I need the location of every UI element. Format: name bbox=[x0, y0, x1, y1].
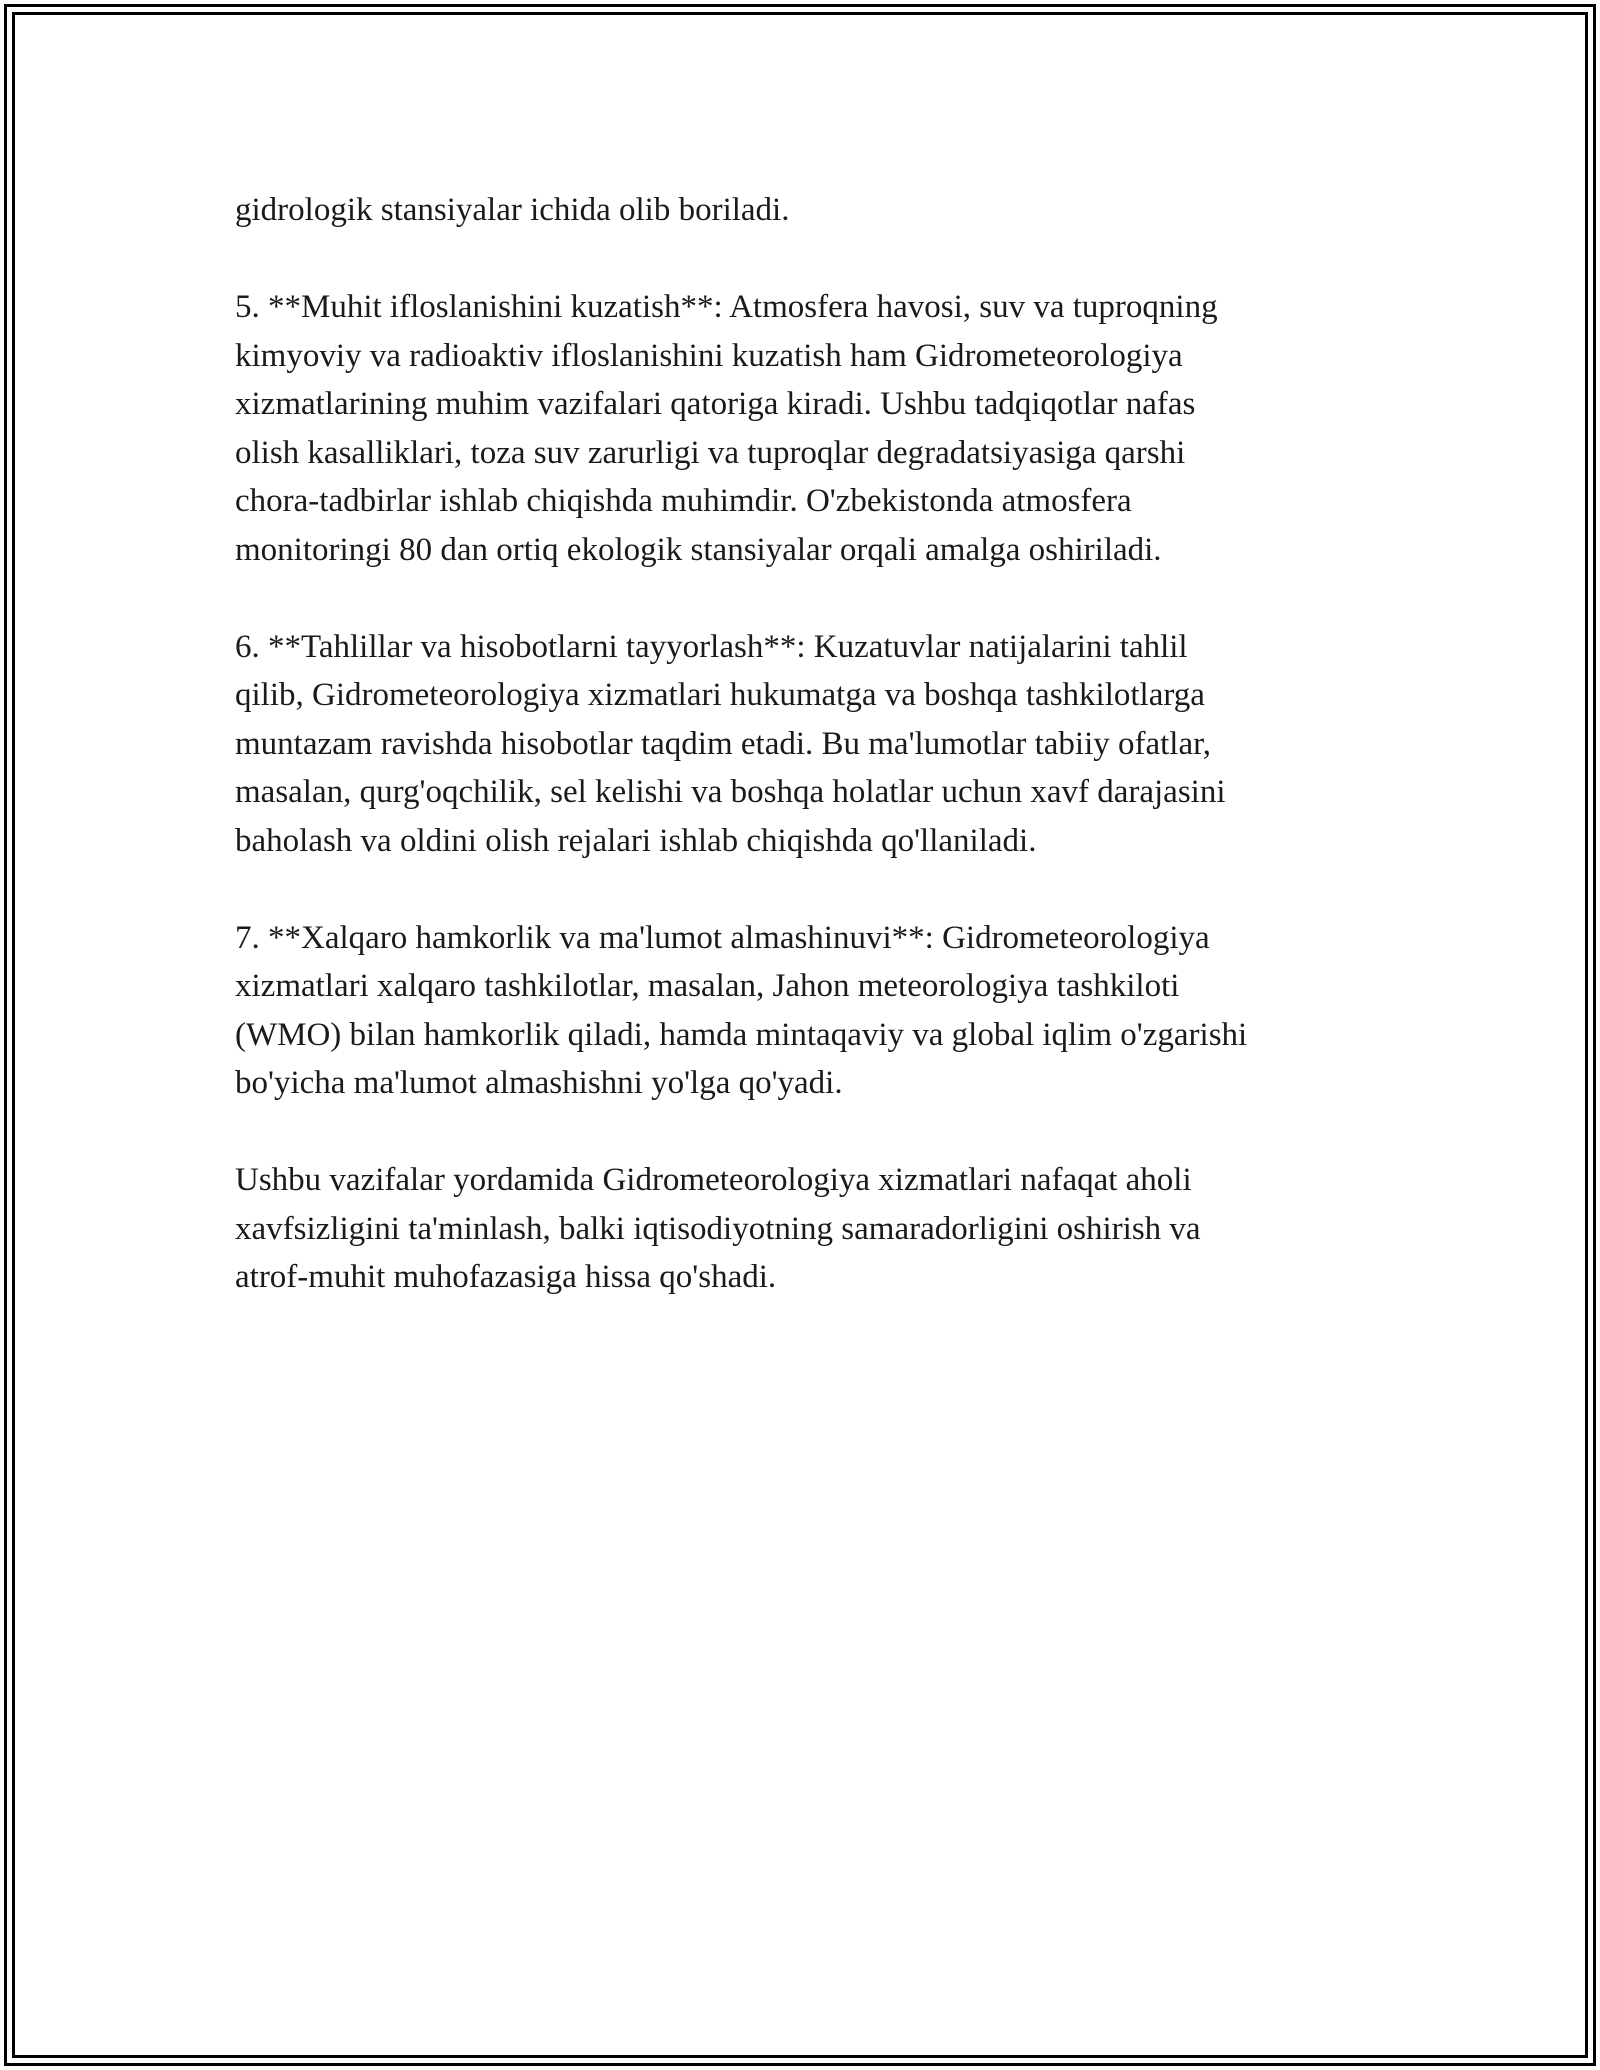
text-line: xizmatlarining muhim vazifalari qatoriga kiradi. Ushbu tadqiqotlar nafas bbox=[235, 386, 1196, 422]
text-line: 5. **Muhit ifloslanishini kuzatish**: Atmosfera havosi, suv va tuproqning bbox=[235, 289, 1218, 325]
text-line: masalan, qurg'oqchilik, sel kelishi va boshqa holatlar uchun xavf darajasini bbox=[235, 774, 1226, 810]
text-line: bo'yicha ma'lumot almashishni yo'lga qo'yadi. bbox=[235, 1065, 843, 1101]
paragraph-conclusion bbox=[235, 1156, 1385, 1302]
text-line: kimyoviy va radioaktiv ifloslanishini kuzatish ham Gidrometeorologiya bbox=[235, 337, 1183, 374]
paragraph-continuation bbox=[235, 186, 1385, 235]
text-line: muntazam ravishda hisobotlar taqdim etadi. Bu ma'lumotlar tabiiy ofatlar, bbox=[235, 725, 1212, 762]
text-line: (WMO) bilan hamkorlik qiladi, hamda mintaqaviy va global iqlim o'zgarishi bbox=[235, 1016, 1248, 1053]
document-body bbox=[235, 186, 1385, 1350]
text-line: baholash va oldini olish rejalari ishlab chiqishda qo'llaniladi. bbox=[235, 822, 1037, 859]
text-line: xavfsizligini ta'minlash, balki iqtisodiyotning samaradorligini oshirish va bbox=[235, 1210, 1201, 1247]
paragraph-item-6 bbox=[235, 623, 1385, 866]
paragraph-item-5 bbox=[235, 283, 1385, 574]
text-line: xizmatlari xalqaro tashkilotlar, masalan, Jahon meteorologiya tashkiloti bbox=[235, 968, 1180, 1004]
text-line: 6. **Tahlillar va hisobotlarni tayyorlash**: Kuzatuvlar natijalarini tahlil bbox=[235, 628, 1188, 665]
text-line: 7. **Xalqaro hamkorlik va ma'lumot almashinuvi**: Gidrometeorologiya bbox=[235, 919, 1210, 956]
text-line: Ushbu vazifalar yordamida Gidrometeorologiya xizmatlari nafaqat aholi bbox=[235, 1162, 1192, 1198]
text-line: olish kasalliklari, toza suv zarurligi va tuproqlar degradatsiyasiga qarshi bbox=[235, 434, 1186, 471]
text-line: gidrologik stansiyalar ichida olib boriladi. bbox=[235, 192, 790, 228]
text-line: qilib, Gidrometeorologiya xizmatlari hukumatga va boshqa tashkilotlarga bbox=[235, 677, 1205, 713]
text-line: chora-tadbirlar ishlab chiqishda muhimdir. O'zbekistonda atmosfera bbox=[235, 483, 1132, 519]
paragraph-item-7 bbox=[235, 914, 1385, 1108]
text-line: monitoringi 80 dan ortiq ekologik stansiyalar orqali amalga oshiriladi. bbox=[235, 531, 1162, 568]
text-line: atrof-muhit muhofazasiga hissa qo'shadi. bbox=[235, 1259, 777, 1295]
